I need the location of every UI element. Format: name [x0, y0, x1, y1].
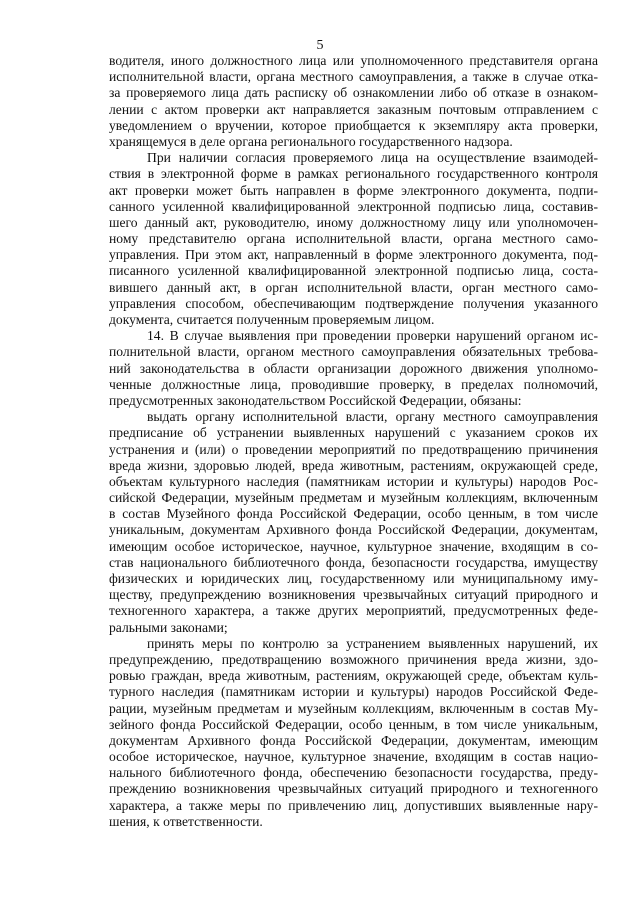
- text-line: характера, а также меры по привлечению лиц, допустивших выявленные нару-: [109, 797, 598, 813]
- text-line: ному представителю органа исполнительной власти, органа местного само-: [109, 231, 598, 247]
- text-line: вреда жизни, здоровью людей, вреда животным, растениям, окружающей среде,: [109, 457, 598, 473]
- text-line: устранения и (или) о проведении мероприятий по предотвращению причинения: [109, 441, 598, 457]
- text-line: став национального библиотечного фонда, безопасности государства, имуществу: [109, 554, 598, 570]
- text-line: предупреждению, предотвращению возможного причинения вреда жизни, здо-: [109, 651, 598, 667]
- text-line: 14. В случае выявления при проведении проверки нарушений органом ис-: [147, 328, 598, 344]
- text-line: писанного усиленной квалифицированной электронной подписью лица, соста-: [109, 263, 598, 279]
- text-line: шения, к ответственности.: [109, 813, 263, 829]
- text-line: документа, считается полученным проверяемым лицом.: [109, 312, 435, 327]
- text-line: полнительной власти, органом местного самоуправления обязательных требова-: [109, 344, 598, 360]
- text-line: предусмотренных законодательством Российской Федерации, обязаны:: [109, 392, 522, 408]
- text-line: ний законодательства в области организации дорожного движения уполномо-: [109, 360, 598, 376]
- text-line: акт проверки может быть направлен в форме электронного документа, подпи-: [109, 182, 598, 198]
- text-line: ченные должностные лица, проводившие проверку, в пределах полномочий,: [109, 376, 598, 392]
- body-text: [109, 53, 598, 830]
- text-line: лении с актом проверки акт направляется заказным почтовым отправлением с: [109, 101, 598, 117]
- text-line: имеющим особое историческое, научное, культурное значение, входящим в со-: [109, 538, 598, 554]
- text-line: шего данный акт, руководителю, иному должностному лицу или уполномочен-: [109, 214, 598, 230]
- text-line: принять меры по контролю за устранением выявленных нарушений, их: [147, 635, 598, 651]
- text-line: хранящемуся в деле органа регионального государственного надзора.: [109, 133, 513, 149]
- text-line: документам Архивного фонда Российской Федерации, документам, имеющим: [109, 732, 598, 748]
- text-line: управления. При этом акт, направленный в форме электронного документа, под-: [109, 247, 598, 263]
- text-line: выдать органу исполнительной власти, органу местного самоуправления: [147, 409, 598, 425]
- text-line: нального библиотечного фонда, обеспечению безопасности государства, преду-: [109, 765, 598, 781]
- text-line: физических и юридических лиц, государственному или муниципальному иму-: [109, 571, 598, 586]
- page-number: 5: [316, 38, 324, 53]
- text-line: ществу, предупреждению возникновения чрезвычайных ситуаций природного и: [109, 587, 598, 603]
- text-line: ровью граждан, вреда животным, растениям, окружающей среде, объектам куль-: [109, 668, 598, 684]
- text-line: управления способом, обеспечивающим подтверждение получения указанного: [109, 295, 598, 311]
- text-line: исполнительной власти, органа местного самоуправления, а также в случае отка-: [109, 69, 598, 85]
- text-line: в состав Музейного фонда Российской Федерации, особо ценным, в том числе: [109, 506, 598, 522]
- text-line: При наличии согласия проверяемого лица на осуществление взаимодей-: [147, 150, 598, 166]
- text-line: техногенного характера, а также других мероприятий, предусмотренных феде-: [109, 603, 598, 619]
- text-line: преждению возникновения чрезвычайных ситуаций природного и техногенного: [109, 781, 598, 797]
- text-line: сийской Федерации, музейным предметам и музейным коллекциям, включенным: [109, 490, 598, 506]
- text-line: уведомлением о вручении, которое приобщается к экземпляру акта проверки,: [109, 117, 598, 133]
- text-line: уникальным, документам Архивного фонда Российской Федерации, документам,: [109, 522, 598, 538]
- text-line: вившего данный акт, в орган исполнительной власти, орган местного само-: [109, 279, 598, 295]
- text-line: водителя, иного должностного лица или уполномоченного представителя органа: [109, 53, 598, 68]
- text-line: рации, музейным предметам и музейным коллекциям, включенным в состав Му-: [109, 700, 598, 716]
- text-line: объектам культурного наследия (памятникам истории и культуры) народов Рос-: [109, 473, 598, 489]
- text-line: ральными законами;: [109, 619, 228, 635]
- text-line: особое историческое, научное, культурное значение, входящим в состав нацио-: [109, 749, 598, 765]
- text-line: за проверяемого лица дать расписку об ознакомлении либо об отказе в ознаком-: [109, 85, 598, 101]
- text-line: ствия в электронной форме в рамках регионального государственного контроля: [109, 166, 598, 182]
- text-line: зейного фонда Российской Федерации, особо ценным, в том числе уникальным,: [109, 716, 598, 732]
- text-line: санного усиленной квалифицированной электронной подписью лица, составив-: [109, 198, 598, 214]
- text-line: турного наследия (памятникам истории и культуры) народов Российской Феде-: [109, 684, 598, 700]
- text-line: предписание об устранении выявленных нарушений с указанием сроков их: [109, 425, 598, 441]
